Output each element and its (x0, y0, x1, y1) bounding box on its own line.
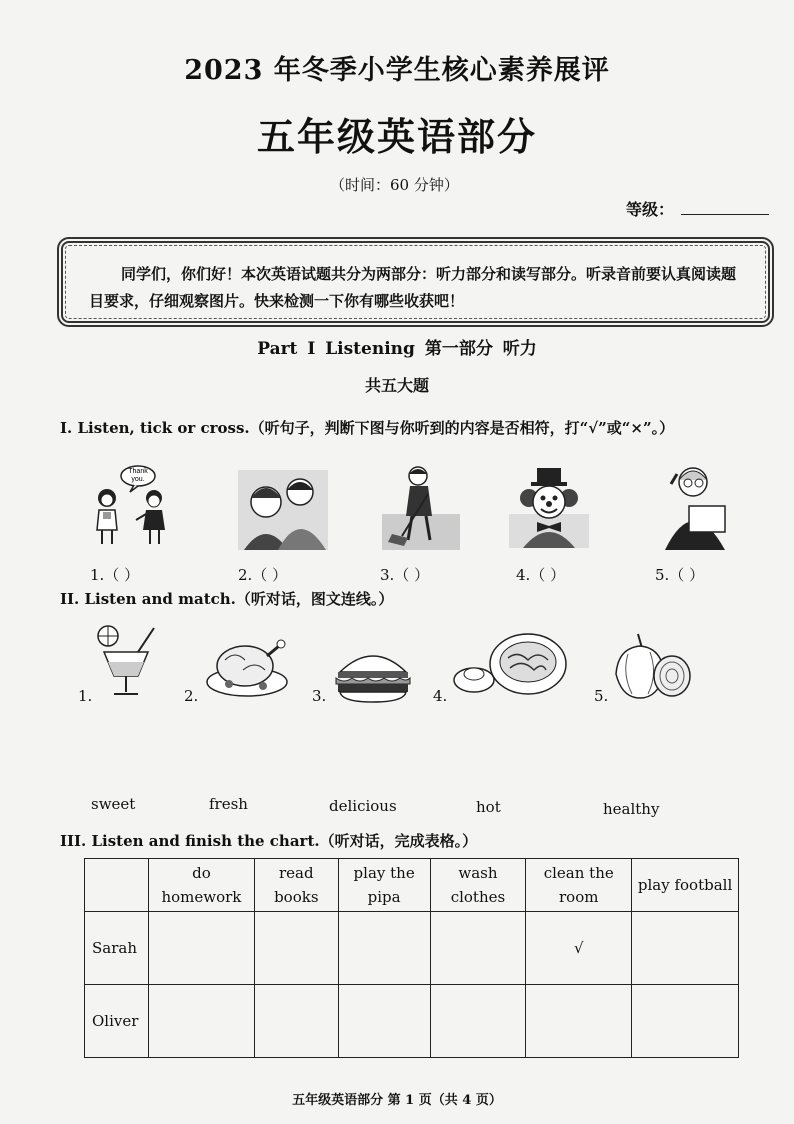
question-count: 共五大题 (364, 376, 429, 395)
q1-answer-2[interactable]: 2.（ ） (238, 566, 288, 584)
chart-row-label: Sarah (85, 912, 149, 985)
chart-col-header: read books (254, 859, 338, 912)
part1-heading: Part I Listening 第一部分 听力 (257, 339, 537, 359)
q2-number-3: 3. (312, 687, 327, 705)
match-word-healthy[interactable]: healthy (603, 800, 660, 818)
q1-answer-3[interactable]: 3.（ ） (380, 566, 430, 584)
match-word-sweet[interactable]: sweet (91, 795, 136, 813)
chart-col-header: wash clothes (430, 859, 526, 912)
speech-bubble-line2: you. (131, 476, 145, 483)
grade-label: 等级： (626, 200, 675, 219)
chart-col-header: do homework (148, 859, 254, 912)
chart-col-header: clean the room (526, 859, 632, 912)
section1-title: I. Listen, tick or cross.（听句子，判断下图与你听到的内容是否相符，打“√”或“×”。） (60, 419, 675, 437)
activity-chart (84, 858, 739, 1058)
chart-col-header: play football (632, 859, 739, 912)
page-footer: 五年级英语部分 第 1 页（共 4 页） (292, 1093, 502, 1108)
chart-row-sarah (85, 912, 739, 985)
q1-answer-4[interactable]: 4.（ ） (516, 566, 566, 584)
q1-answer-5[interactable]: 5.（ ） (655, 566, 705, 584)
clown-picture (509, 466, 589, 548)
exam-time: （时间：60 分钟） (330, 176, 459, 194)
q2-number-2: 2. (184, 687, 199, 705)
chart-row-label: Oliver (85, 985, 149, 1058)
sweeping-floor-picture (382, 464, 460, 550)
girls-thank-you-picture (86, 462, 176, 552)
roast-chicken-picture (205, 630, 289, 700)
chart-cell[interactable] (148, 912, 254, 985)
match-word-fresh[interactable]: fresh (209, 795, 248, 813)
noodles-picture (452, 628, 570, 704)
section3-title: III. Listen and finish the chart.（听对话，完成表格。） (60, 832, 478, 850)
chart-cell[interactable] (254, 985, 338, 1058)
exam-subtitle: 五年级英语部分 (256, 114, 537, 159)
chart-cell[interactable]: √ (526, 912, 632, 985)
notice-box: 同学们，你们好！本次英语试题共分为两部分：听力部分和读写部分。听录音前要认真阅读题目要求，仔细观察图片。快来检测一下你有哪些收获吧！ (57, 237, 774, 327)
onion-picture (608, 630, 692, 702)
hamburger-picture (334, 646, 412, 704)
chart-cell[interactable] (430, 985, 526, 1058)
exam-title: 2023 年冬季小学生核心素养展评 (184, 55, 610, 86)
q2-number-5: 5. (594, 687, 609, 705)
chart-cell[interactable] (430, 912, 526, 985)
chart-row-oliver (85, 985, 739, 1058)
q1-answer-1[interactable]: 1.（ ） (90, 566, 140, 584)
match-word-hot[interactable]: hot (476, 798, 501, 816)
chart-corner-cell (85, 859, 149, 912)
juice-picture (94, 622, 158, 702)
chart-cell[interactable] (632, 985, 739, 1058)
grandparents-picture (238, 470, 328, 550)
chart-col-header: play the pipa (338, 859, 430, 912)
chart-cell[interactable] (526, 985, 632, 1058)
teacher-picture (657, 462, 735, 550)
chart-cell[interactable] (338, 912, 430, 985)
q2-number-4: 4. (433, 687, 448, 705)
chart-cell[interactable] (338, 985, 430, 1058)
chart-header-row (85, 859, 739, 912)
match-word-delicious[interactable]: delicious (329, 797, 397, 815)
speech-bubble-line1: Thank (128, 468, 148, 475)
grade-blank[interactable] (681, 214, 769, 215)
chart-cell[interactable] (632, 912, 739, 985)
chart-cell[interactable] (254, 912, 338, 985)
q2-number-1: 1. (78, 687, 93, 705)
section2-title: II. Listen and match.（听对话，图文连线。） (60, 590, 394, 608)
chart-cell[interactable] (148, 985, 254, 1058)
